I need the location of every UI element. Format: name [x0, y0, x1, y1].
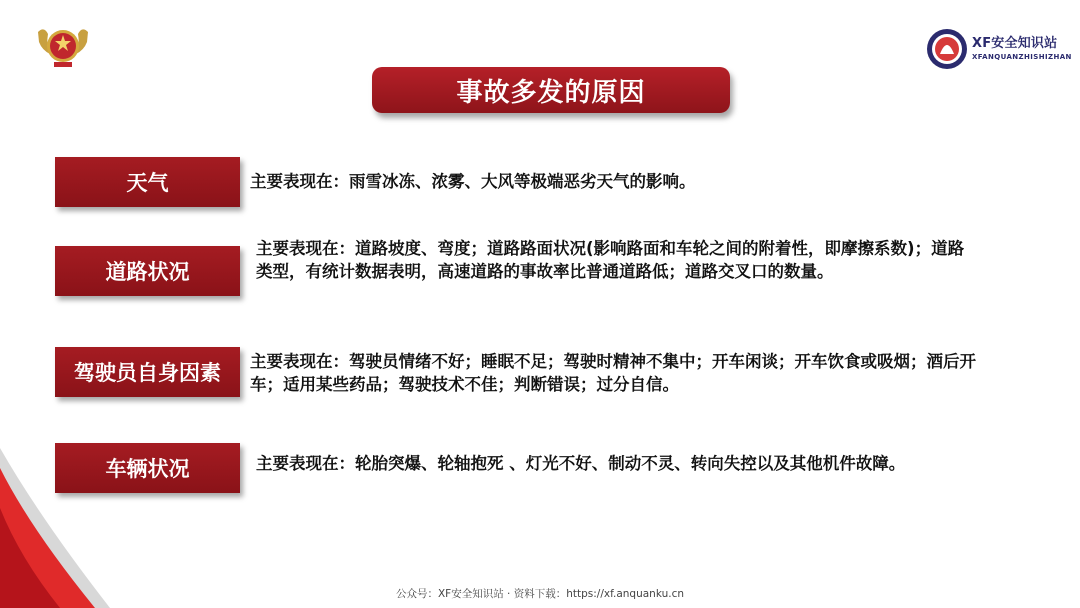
label-driver-factors: 驾驶员自身因素 [55, 347, 240, 397]
brand-name: XF安全知识站 [972, 36, 1058, 51]
brand-badge-icon [926, 28, 968, 70]
slide-title: 事故多发的原因 [372, 67, 730, 113]
description-driver-factors: 主要表现在：驾驶员情绪不好；睡眠不足；驾驶时精神不集中；开车闲谈；开车饮食或吸烟；酒后开车；适用某些药品；驾驶技术不佳；判断错误；过分自信。 [250, 352, 976, 394]
fire-rescue-emblem-icon [34, 24, 92, 70]
page-curl-decoration [0, 448, 110, 608]
label-road-conditions: 道路状况 [55, 246, 240, 296]
description-vehicle-conditions: 主要表现在：轮胎突爆、轮轴抱死 、灯光不好、制动不灵、转向失控以及其他机件故障。 [256, 454, 906, 473]
description-road-conditions: 主要表现在：道路坡度、弯度；道路路面状况(影响路面和车轮之间的附着性，即摩擦系数)；道路类型，有统计数据表明，高速道路的事故率比普通道路低；道路交叉口的数量。 [256, 239, 965, 281]
brand-subtitle: XFANQUANZHISHIZHAN [972, 53, 1072, 61]
description-weather: 主要表现在：雨雪冰冻、浓雾、大风等极端恶劣天气的影响。 [250, 172, 696, 191]
label-weather: 天气 [55, 157, 240, 207]
footer-text: 公众号：XF安全知识站 · 资料下载：https://xf.anquanku.cn [395, 588, 685, 600]
brand-logo [926, 24, 1072, 70]
label-vehicle-conditions: 车辆状况 [55, 443, 240, 493]
